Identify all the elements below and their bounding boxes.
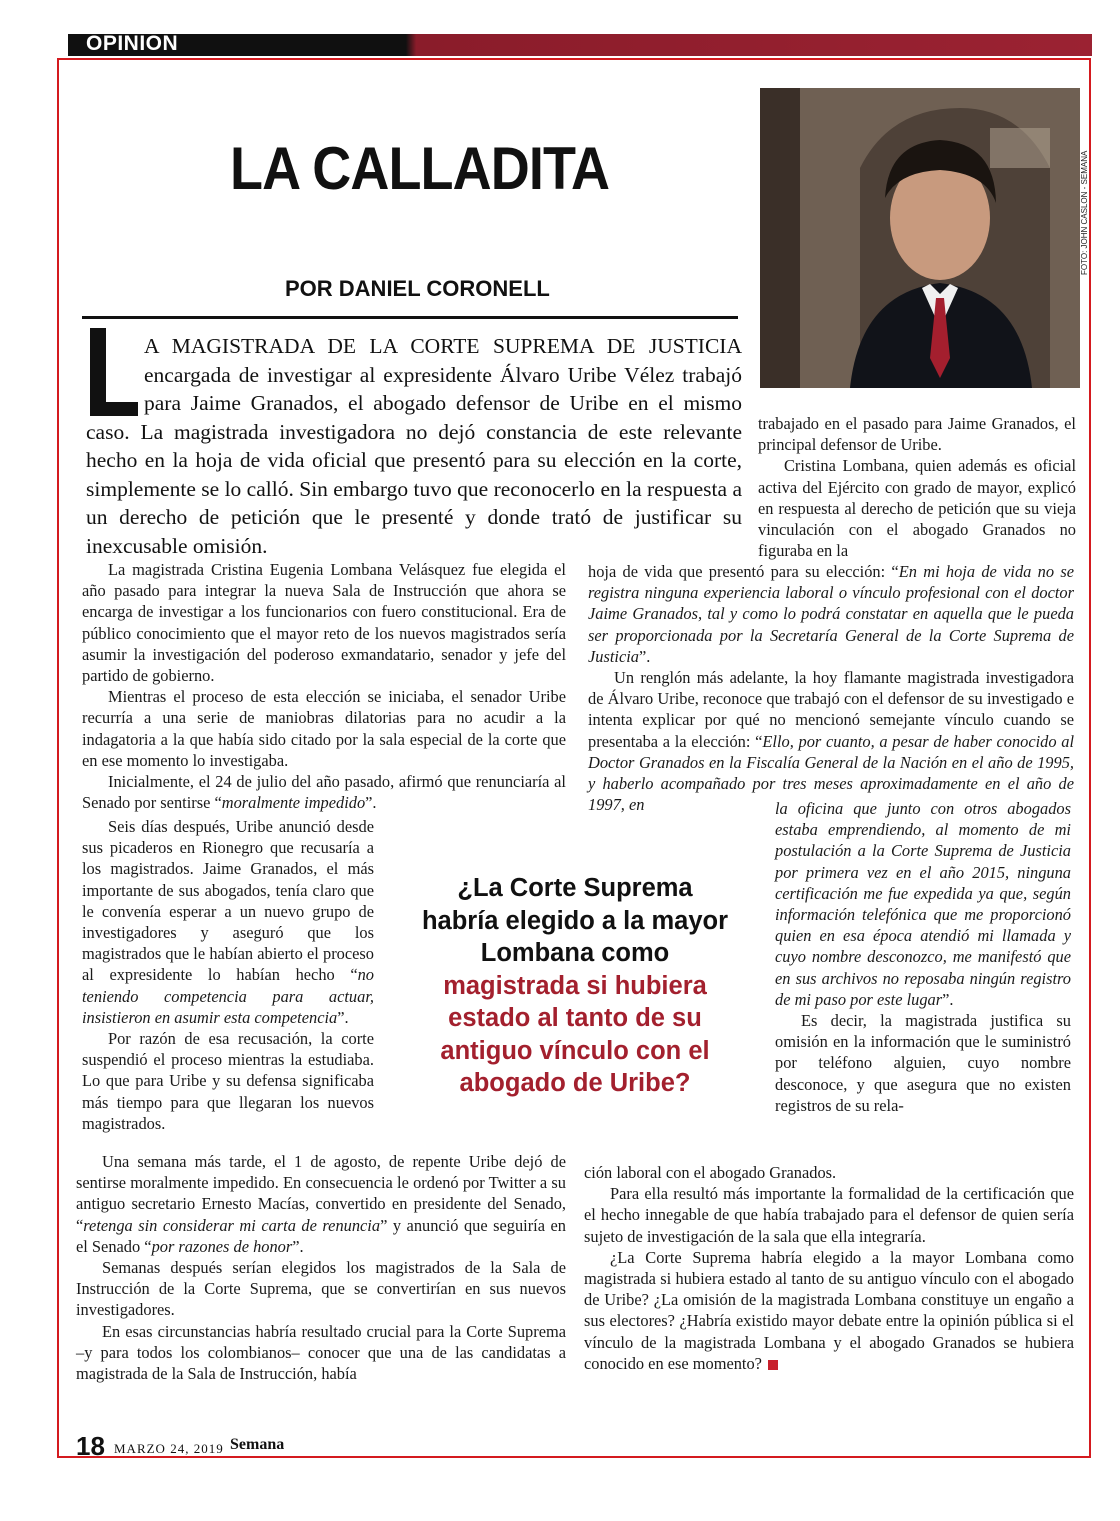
column-2-narrow <box>775 798 1071 1116</box>
paragraph: Es decir, la magistrada justifica su omisión en la información que le suministró por teléfono alguien, cuyo nombre desconoce, y que asegura que no existen registros de su rela- <box>775 1011 1071 1115</box>
photo-credit: FOTO: JOHN CASLON - SEMANA <box>1080 150 1089 275</box>
lead-text: A MAGISTRADA DE LA CORTE SUPREMA DE JUSTICIA encargada de investigar al expresidente Álvaro Uribe Vélez trabajó para Jaime Granados, el abogado defensor de Uribe en el mismo caso. La magistrada investigadora no dejó constancia de este relevante hecho en la hoja de vida oficial que presentó para su elección en la corte, simplemente se lo calló. Sin embargo tuvo que reconocerlo en la respuesta a un derecho de petición que le presenté y donde trató de justificar su inexcusable omisión. <box>86 334 742 558</box>
pull-quote <box>420 872 730 1100</box>
section-bar <box>68 34 1092 56</box>
column-1-narrow <box>82 816 374 1134</box>
paragraph: Cristina Lombana, quien además es oficial activa del Ejército con grado de mayor, explicó en respuesta al derecho de petición que su vieja vinculación con el abogado Granados no figuraba en la <box>758 456 1076 561</box>
paragraph: hoja de vida que presentó para su elección: “En mi hoja de vida no se registra ninguna experiencia laboral o vínculo profesional con el doctor Jaime Granados, tal y como lo podrá constatar en aquella que le pueda ser proporcionada por la Secretaría General de la Corte Suprema de Justicia”. <box>588 562 1074 666</box>
paragraph: Por razón de esa recusación, la corte suspendió el proceso mientras la estudiaba. Lo que para Uribe y su defensa significaba más tiempo para que llegaran los nuevos magistrados. <box>82 1029 374 1133</box>
paragraph: La magistrada Cristina Eugenia Lombana Velásquez fue elegida el año pasado para integrar la nueva Sala de Instrucción que ahora se encarga de investigar a los funcionarios con fuero constitucional. Era de público conocimiento que el mayor reto de los nuevos magistrados sería asumir la investigación del poderoso exmandatario, senador y jefe del partido de gobierno. <box>82 560 566 686</box>
issue-date: MARZO 24, 2019 <box>114 1441 224 1456</box>
column-1-bottom <box>76 1151 566 1384</box>
pull-quote-black: ¿La Corte Suprema habría elegido a la mayor Lombana como <box>421 874 729 967</box>
pull-quote-red: magistrada si hubiera estado al tanto de su antiguo vínculo con el abogado de Uribe? <box>440 971 710 1097</box>
end-square-icon <box>768 1360 778 1370</box>
paragraph: trabajado en el pasado para Jaime Granados, el principal defensor de Uribe. <box>758 414 1076 455</box>
paragraph: Semanas después serían elegidos los magistrados de la Sala de Instrucción de la Corte Suprema, que se convertirían en sus nuevos investigadores. <box>76 1258 566 1320</box>
paragraph: ción laboral con el abogado Granados. <box>584 1163 837 1182</box>
paragraph: Mientras el proceso de esta elección se iniciaba, el senador Uribe recurría a una serie de maniobras dilatorias para no acudir a la indagatoria a la que había sido citado por la sala especial de la corte que en ese momento lo investigaba. <box>82 687 566 770</box>
headline: LA CALLADITA <box>230 135 610 202</box>
paragraph: En esas circunstancias habría resultado crucial para la Corte Suprema –y para todos los colombianos– conocer que una de las candidatas a magistrada de la Sala de Instrucción, había <box>76 1321 566 1384</box>
lead-paragraph <box>86 332 742 560</box>
title-rule <box>82 316 738 319</box>
author-photo <box>760 88 1080 388</box>
paragraph: Seis días después, Uribe anunció desde sus picaderos en Rionegro que recusaría a los magistrados. Jaime Granados, el más importante de sus abogados, tenía claro que le convenía esperar a un nuevo grupo de investigadores y aseguró que los magistrados que le habían abierto el proceso al expresidente lo habían hecho “no teniendo competencia para actuar, insistieron en asumir esta competencia”. <box>82 817 374 1027</box>
paragraph: Una semana más tarde, el 1 de agosto, de repente Uribe dejó de sentirse moralmente impedido. En consecuencia le ordenó por Twitter a su antiguo secretario Ernesto Macías, convertido en presidente del Senado, “retenga sin considerar mi carta de renuncia” y anunció que seguiría en el Senado “por razones de honor”. <box>76 1152 566 1256</box>
column-2-middle <box>588 561 1074 815</box>
section-label: OPINIÓN <box>86 32 179 55</box>
paragraph: ¿La Corte Suprema habría elegido a la mayor Lombana como magistrada si hubiera estado al tanto de su antiguo vínculo con el abogado de Uribe? ¿La omisión de la magistrada Lombana constituye un engaño a sus electores? ¿Habría existido mayor debate entre la opinión pública si el vínculo de la magistrada Lombana y el abogado Granados se hubiera conocido en ese momento? <box>584 1247 1074 1373</box>
paragraph: la oficina que junto con otros abogados estaba emprendiendo, al momento de mi postulación a la Corte Suprema de Justicia por primera vez en el año 2015, ninguna certificación me fue expedida ya que, según información telefónica que me proporcionó quien en esa época atendió mi llamada y cuyo nombre desconozco, me manifestó que en sus archivos no reposaba ningún registro de mi paso por este lugar”. <box>775 799 1071 1009</box>
page-number: 18 <box>76 1431 105 1461</box>
paragraph: Para ella resultó más importante la formalidad de la certificación que el hecho innegable de que había trabajado para el defensor de quien sería sujeto de investigación de la sala que ella integraría. <box>584 1184 1074 1246</box>
paragraph: Inicialmente, el 24 de julio del año pasado, afirmó que renunciaría al Senado por sentirse “moralmente impedido”. <box>82 772 566 813</box>
paragraph: Un renglón más adelante, la hoy flamante magistrada investigadora de Álvaro Uribe, reconoce que trabajó con el defensor de su investigado e intenta explicar por qué no mencionó semejante vínculo cuando se presentaba a la elección: “Ello, por cuanto, a pesar de haber conocido al Doctor Granados en la Fiscalía General de la Nación en el año de 1995, y haberlo acompañado por tres meses aproximadamente en el año de 1997, en <box>588 668 1074 815</box>
byline: POR DANIEL CORONELL <box>285 276 550 301</box>
magazine-name: Semana <box>230 1436 285 1453</box>
right-column-top <box>758 413 1076 561</box>
column-2-bottom <box>584 1162 1074 1374</box>
column-1-top <box>82 559 566 813</box>
